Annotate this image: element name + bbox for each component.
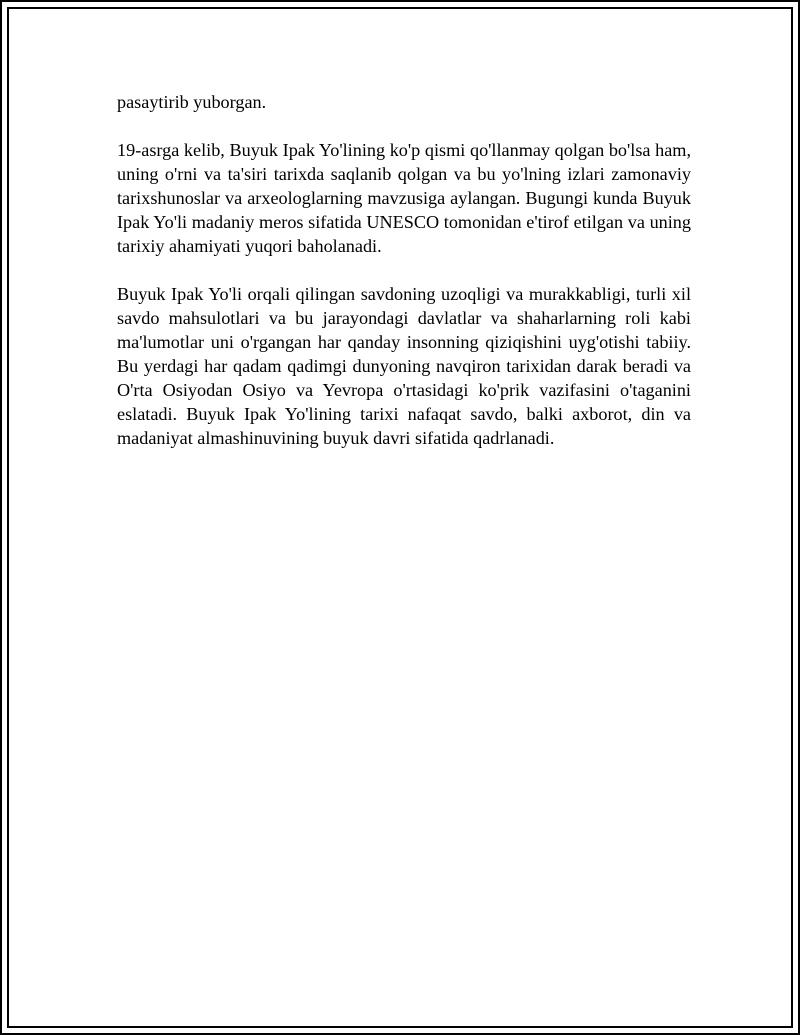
paragraph-3: Buyuk Ipak Yo'li orqali qilingan savdoning uzoqligi va murakkabligi, turli xil savdo mahsulotlari va bu jarayondagi davlatlar va shaharlarning roli kabi ma'lumotlar uni o'rgangan har qanday insonning qiziqishini uyg'otishi tabiiy. Bu yerdagi har qadam qadimgi dunyoning navqiron tarixidan darak beradi va O'rta Osiyodan Osiyo va Yevropa o'rtasidagi ko'prik vazifasini o'taganini eslatadi. Buyuk Ipak Yo'lining tarixi nafaqat savdo, balki axborot, din va madaniyat almashinuvining buyuk davri sifatida qadrlanadi.	[117, 284, 691, 448]
paragraph-1: pasaytirib yuborgan.	[117, 92, 267, 112]
paragraph-2: 19-asrga kelib, Buyuk Ipak Yo'lining ko'p qismi qo'llanmay qolgan bo'lsa ham, uning o'rni va ta'siri tarixda saqlanib qolgan va bu yo'lning izlari zamonaviy tarixshunoslar va arxeologlarning mavzusiga aylangan. Bugungi kunda Buyuk Ipak Yo'li madaniy meros sifatida UNESCO tomonidan e'tirof etilgan va uning tarixiy ahamiyati yuqori baholanadi.	[117, 140, 691, 256]
document-body	[117, 90, 691, 450]
